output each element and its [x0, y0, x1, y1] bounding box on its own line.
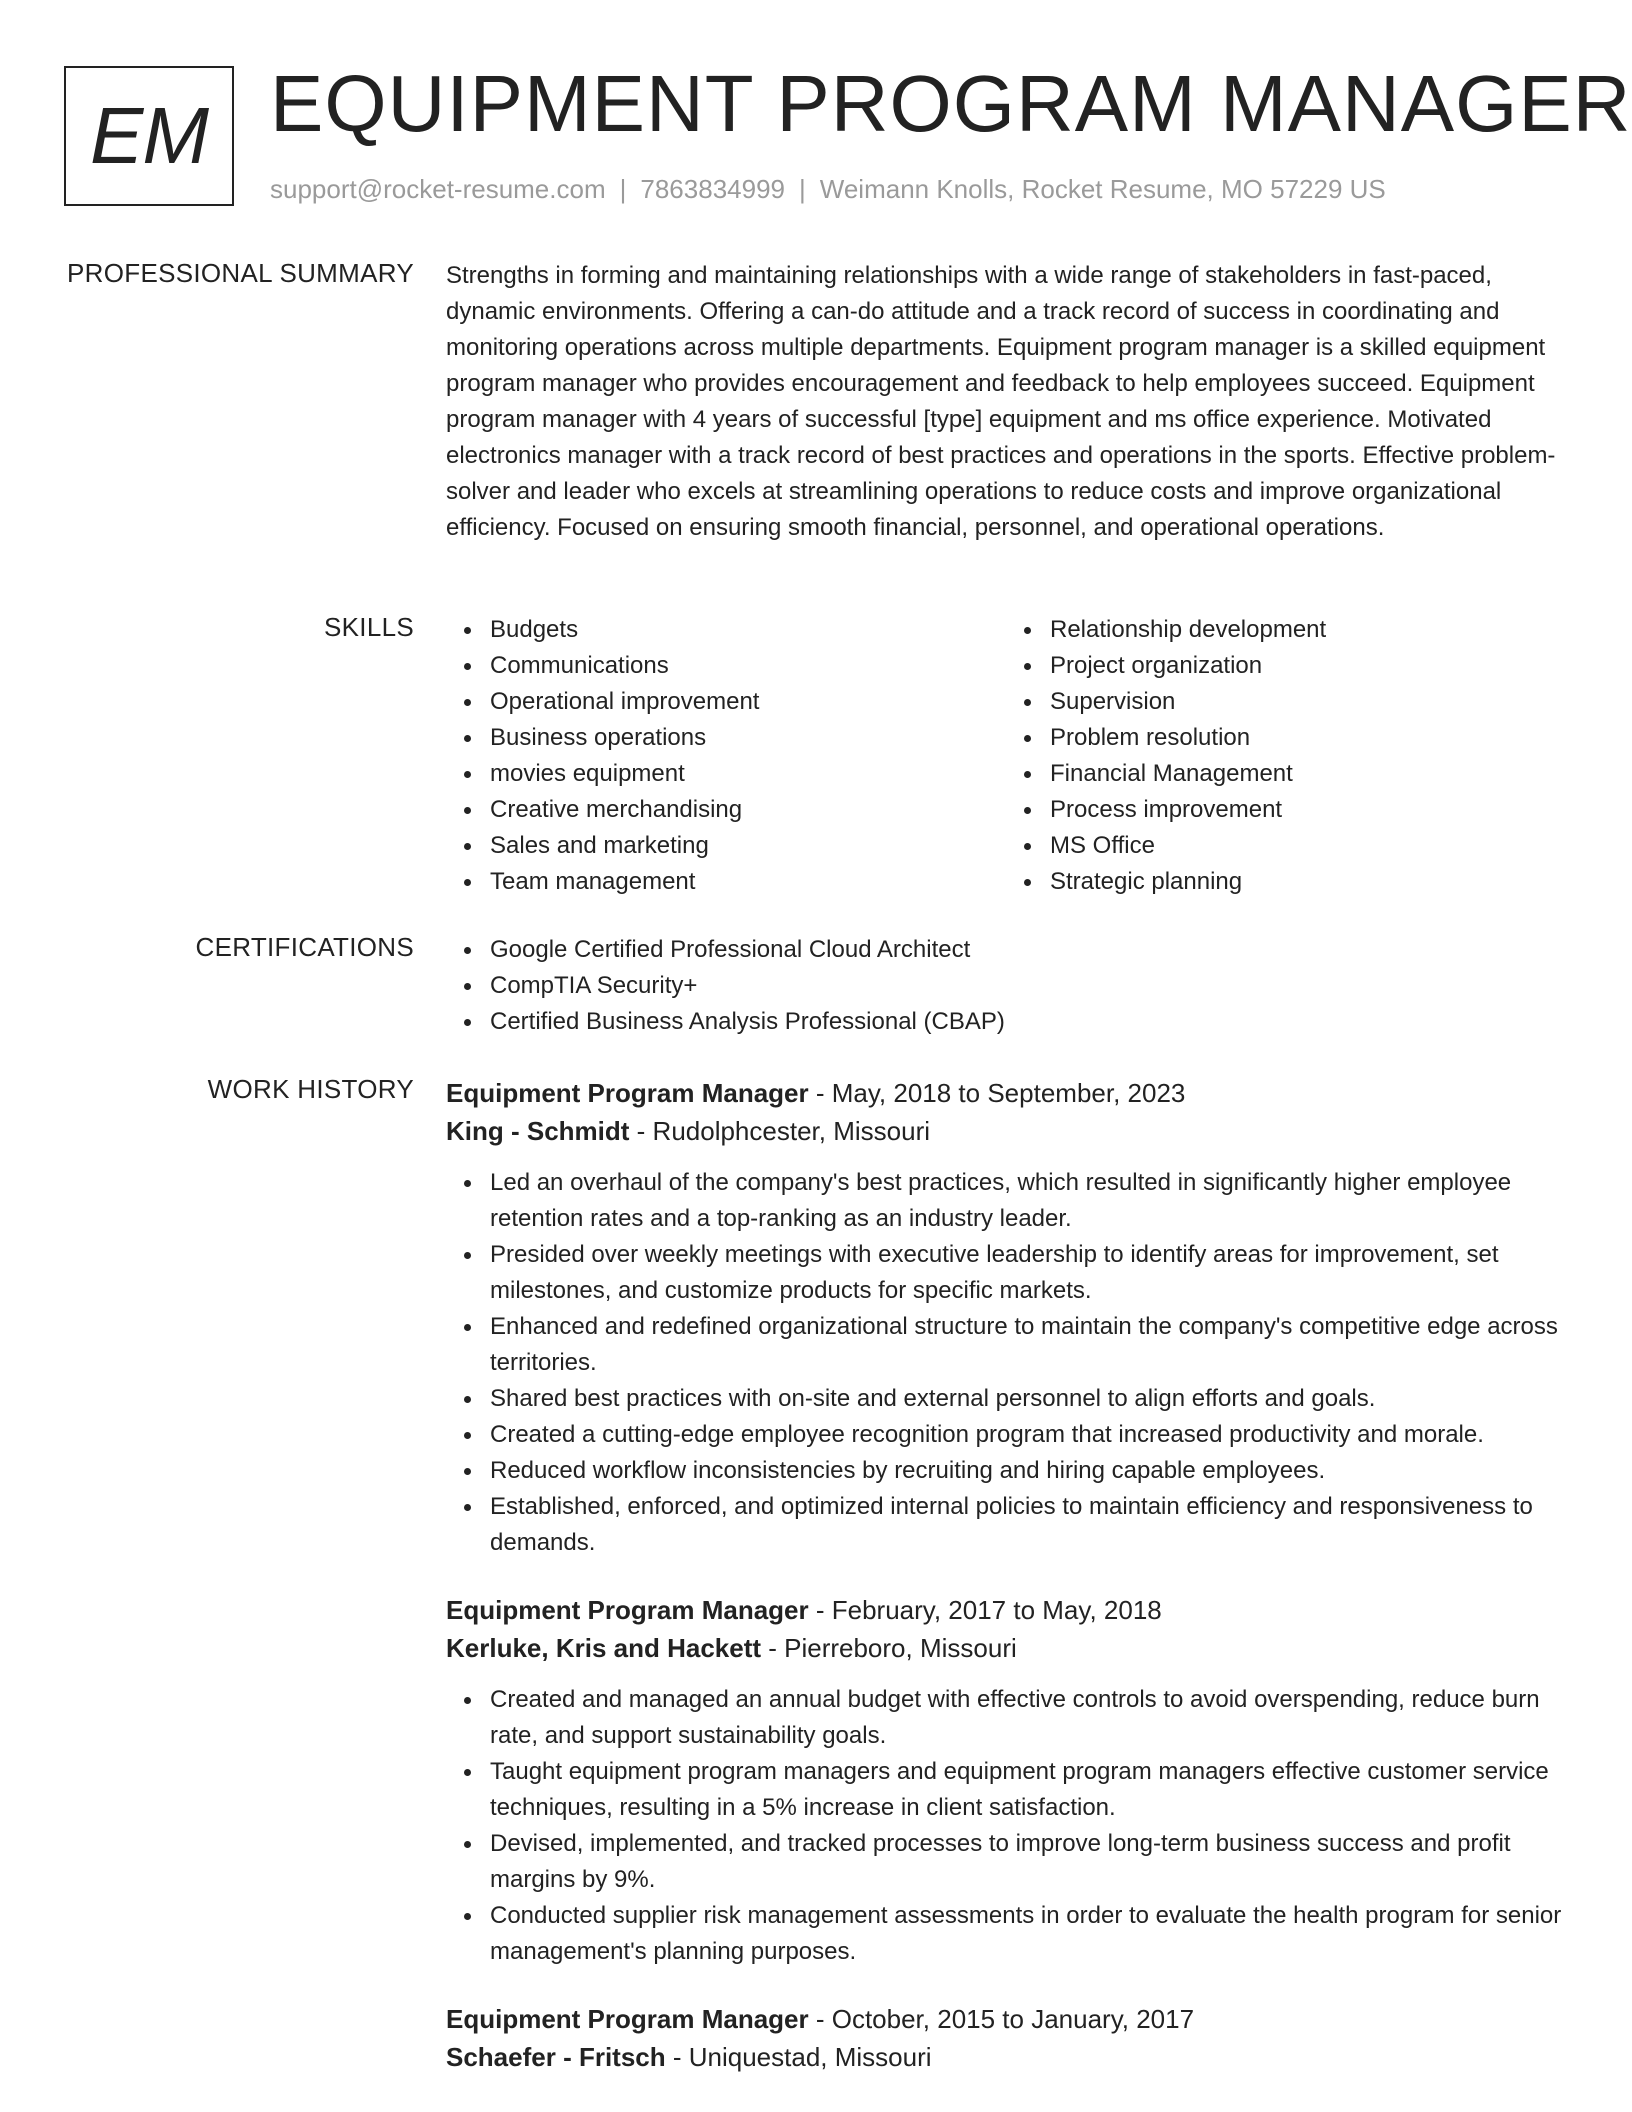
skill-item: movies equipment: [490, 756, 1006, 792]
job-bullet: Devised, implemented, and tracked processes to improve long-term business success and profit margins by 9%.: [490, 1826, 1566, 1898]
skill-item: Strategic planning: [1050, 864, 1566, 900]
job-entry: [446, 1591, 1566, 1970]
job-company: King - Schmidt: [446, 1116, 630, 1146]
skill-item: Financial Management: [1050, 756, 1566, 792]
job-title: Equipment Program Manager: [446, 2004, 809, 2034]
monogram-initials: EM: [90, 91, 208, 180]
certifications-heading: CERTIFICATIONS: [195, 932, 414, 962]
job-title-line: [446, 1074, 1566, 1112]
skill-item: Operational improvement: [490, 684, 1006, 720]
job-title: Equipment Program Manager: [446, 1078, 809, 1108]
certification-item: Google Certified Professional Cloud Architect: [490, 932, 1566, 968]
job-title-line: [446, 2000, 1566, 2038]
skill-item: Sales and marketing: [490, 828, 1006, 864]
job-company: Kerluke, Kris and Hackett: [446, 1633, 762, 1663]
summary-body: [446, 258, 1566, 546]
skills-body: [446, 612, 1566, 900]
skills-list-left: [446, 612, 1006, 900]
job-bullet: Conducted supplier risk management assessments in order to evaluate the health program for senior management's planning purposes.: [490, 1898, 1566, 1970]
skill-item: Project organization: [1050, 648, 1566, 684]
skills-heading: SKILLS: [324, 612, 414, 642]
job-bullet: Established, enforced, and optimized internal policies to maintain efficiency and responsiveness to demands.: [490, 1489, 1566, 1561]
skill-item: Relationship development: [1050, 612, 1566, 648]
skill-item: Communications: [490, 648, 1006, 684]
contact-address: Weimann Knolls, Rocket Resume, MO 57229 US: [819, 174, 1386, 204]
contact-separator: |: [799, 174, 806, 204]
skill-item: Supervision: [1050, 684, 1566, 720]
summary-heading: PROFESSIONAL SUMMARY: [67, 258, 414, 288]
job-bullet: Created and managed an annual budget with effective controls to avoid overspending, reduce burn rate, and support sustainability goals.: [490, 1682, 1566, 1754]
job-company: Schaefer - Fritsch: [446, 2042, 666, 2072]
contact-email[interactable]: support@rocket-resume.com: [270, 174, 606, 204]
job-location: - Pierreboro, Missouri: [761, 1633, 1017, 1663]
resume-title: EQUIPMENT PROGRAM MANAGER: [270, 59, 1632, 148]
job-bullet: Enhanced and redefined organizational structure to maintain the company's competitive edge across territories.: [490, 1309, 1566, 1381]
contact-phone[interactable]: 7863834999: [640, 174, 785, 204]
skill-item: Business operations: [490, 720, 1006, 756]
certification-item: CompTIA Security+: [490, 968, 1566, 1004]
job-bullet: Created a cutting-edge employee recognition program that increased productivity and morale.: [490, 1417, 1566, 1453]
job-dates: - February, 2017 to May, 2018: [808, 1595, 1162, 1625]
job-title-line: [446, 1591, 1566, 1629]
job-entry: [446, 2000, 1566, 2076]
job-bullet: Presided over weekly meetings with executive leadership to identify areas for improvement, set milestones, and customize products for specific markets.: [490, 1237, 1566, 1309]
skill-item: MS Office: [1050, 828, 1566, 864]
job-title: Equipment Program Manager: [446, 1595, 809, 1625]
job-company-line: [446, 1629, 1566, 1667]
skills-grid: [446, 612, 1566, 900]
job-bullet: Led an overhaul of the company's best practices, which resulted in significantly higher employee retention rates and a top-ranking as an industry leader.: [490, 1165, 1566, 1237]
job-bullet: Reduced workflow inconsistencies by recruiting and hiring capable employees.: [490, 1453, 1566, 1489]
job-company-line: [446, 1112, 1566, 1150]
skill-item: Creative merchandising: [490, 792, 1006, 828]
job-company-line: [446, 2038, 1566, 2076]
job-dates: - May, 2018 to September, 2023: [808, 1078, 1186, 1108]
summary-text: Strengths in forming and maintaining relationships with a wide range of stakeholders in fast-paced, dynamic environments. Offering a can-do attitude and a track record of success in coordinating and monitoring operations across multiple departments. Equipment program manager is a skilled equipment program manager who provides encouragement and feedback to help employees succeed. Equipment program manager with 4 years of successful [type] equipment and ms office experience. Motivated electronics manager with a track record of best practices and operations in the sports. Effective problem-solver and leader who excels at streamlining operations to reduce costs and improve organizational efficiency. Focused on ensuring smooth financial, personnel, and operational operations.: [446, 262, 1556, 541]
job-bullets: [446, 1682, 1566, 1970]
skill-item: Team management: [490, 864, 1006, 900]
contact-separator: |: [619, 174, 627, 204]
job-location: - Rudolphcester, Missouri: [629, 1116, 930, 1146]
work-history-heading: WORK HISTORY: [207, 1074, 414, 1104]
skills-list-right: [1006, 612, 1566, 900]
job-entry: [446, 1074, 1566, 1561]
monogram-box: [64, 66, 234, 206]
skill-item: Problem resolution: [1050, 720, 1566, 756]
job-bullet: Taught equipment program managers and equipment program managers effective customer service techniques, resulting in a 5% increase in client satisfaction.: [490, 1754, 1566, 1826]
job-dates: - October, 2015 to January, 2017: [808, 2004, 1195, 2034]
contact-line: [270, 174, 1386, 205]
job-location: - Uniquestad, Missouri: [665, 2042, 932, 2072]
certification-item: Certified Business Analysis Professional (CBAP): [490, 1004, 1566, 1040]
skill-item: Process improvement: [1050, 792, 1566, 828]
certifications-list: [446, 932, 1566, 1040]
job-bullet: Shared best practices with on-site and external personnel to align efforts and goals.: [490, 1381, 1566, 1417]
work-history-body: [446, 1074, 1566, 2106]
certifications-body: [446, 932, 1566, 1040]
skill-item: Budgets: [490, 612, 1006, 648]
job-bullets: [446, 1165, 1566, 1561]
